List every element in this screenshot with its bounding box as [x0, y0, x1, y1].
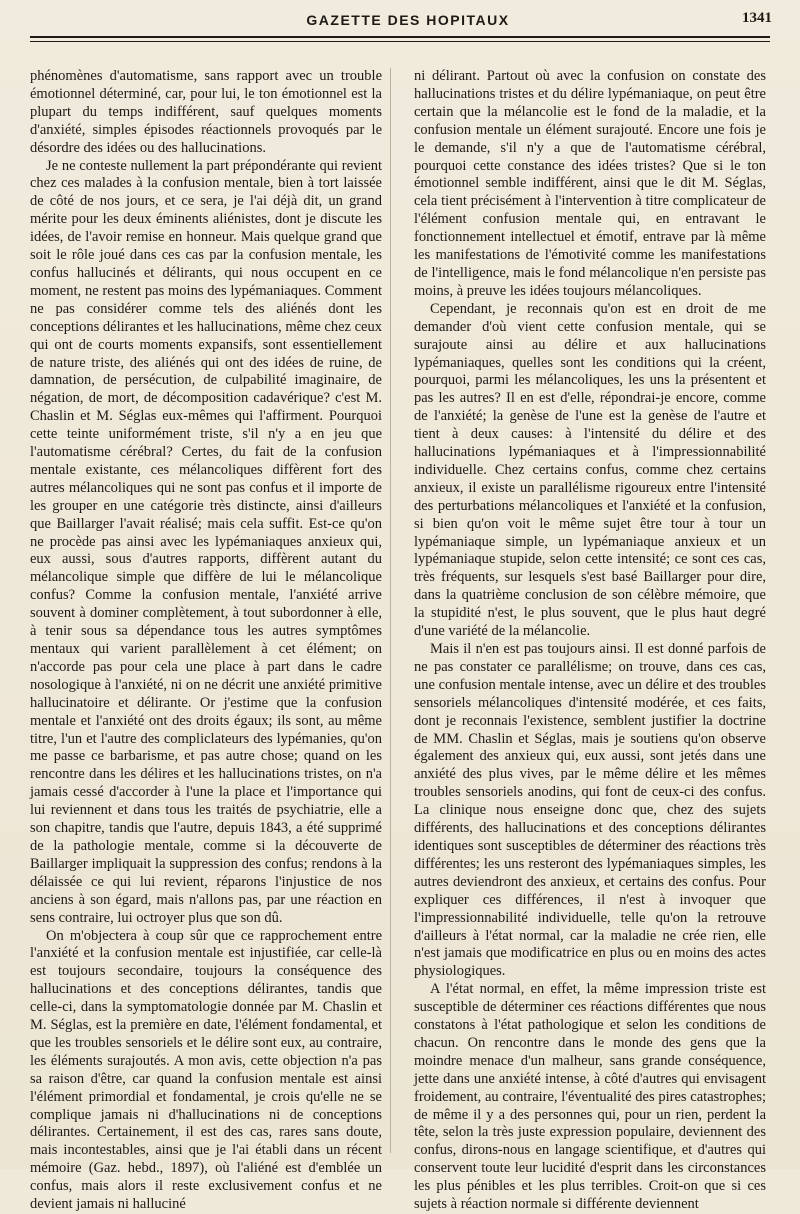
- paragraph: phénomènes d'automatisme, sans rapport avec un trouble émotionnel déterminé, car, pour lui, le ton émotionnel est la plupart du temps indifférent, sauf quelques moments d'anxiété, simples épisodes réactionnels provoqués par le désordre des idées ou des hallucinations.: [30, 68, 382, 158]
- paragraph: A l'état normal, en effet, la même impression triste est susceptible de déterminer ces réactions différentes que nous constatons à l'état pathologique et selon les conditions de chacun. On rencontre dans le monde des gens que la moindre menace d'un malheur, sans grande conséquence, jette dans une anxiété intense, à côté d'autres qui envisagent froidement, au contraire, l'éventualité des pires catastrophes; de même il y a des personnes qui, pour un rien, perdent la tête, selon la très juste expression populaire, deviennent des confus, dirons-nous en langage scientifique, et d'autres qui conservent toute leur lucidité d'esprit dans les circonstances les plus pénibles et les plus terribles. Croit-on que si ces sujets à réaction normale si différente deviennent: [414, 981, 766, 1214]
- paragraph: Mais il n'en est pas toujours ainsi. Il est donné parfois de ne pas constater ce parallélisme; on trouve, dans ces cas, une confusion mentale intense, avec un délire et des troubles sensoriels mélancoliques d'intensité modérée, et ces faits, dont je reconnais l'existence, semblent justifier la doctrine de MM. Chaslin et Séglas, mais je soutiens qu'on observe également des anxieux qui, eux aussi, sont jetés dans une anxiété des plus vives, par le même délire et les mêmes troubles sensoriels anodins, qui font de ceux-ci des confus. La clinique nous enseigne donc que, chez des sujets différents, des hallucinations et des conceptions délirantes identiques sont susceptibles de déterminer des réactions très différentes; les uns resteront des lypémaniaques simples, les autres deviendront des anxieux, et certains des confus. Pour expliquer ces différences, il n'est à invoquer que l'impressionnabilité individuelle, telle qu'on la retrouve d'ailleurs à l'état normal, car la maladie ne crée rien, elle n'est jamais que modificatrice en plus ou en moins des actes physiologiques.: [414, 641, 766, 981]
- column-divider: [390, 68, 391, 1153]
- header-rule-thick: [30, 36, 770, 38]
- page-number: 1341: [742, 10, 772, 27]
- header-rule-thin: [30, 41, 770, 42]
- running-head: GAZETTE DES HOPITAUX: [258, 12, 558, 28]
- paragraph: Cependant, je reconnais qu'on est en droit de me demander d'où vient cette confusion mentale, qui se surajoute ainsi au délire et aux hallucinations lypémaniaques, quelles sont les conditions qui la créent, pourquoi, parmi les mélancoliques, les uns la présentent et pas les autres? Il en est d'elle, répondrai-je encore, comme de l'anxiété; la genèse de l'une est la genèse de l'autre et tient à deux causes: à l'intensité du délire et des hallucinations lypémaniaques et à l'impressionnabilité individuelle. Chez certains confus, comme chez certains anxieux, il existe un parallélisme rigoureux entre l'intensité des perturbations mélancoliques et l'anxiété et la confusion, si bien qu'on voit le même sujet être tour à tour un lypémaniaque simple, un lypémaniaque anxieux et un lypémaniaque stupide, selon cette intensité; ce sont ces cas, très fréquents, sur lesquels s'est basé Baillarger pour dire, dans la quatrième conclusion de son célèbre mémoire, que la stupidité n'est, le plus souvent, que le plus haut degré d'une variété de la mélancolie.: [414, 301, 766, 641]
- right-column: [414, 68, 766, 1158]
- left-column: [30, 68, 382, 1158]
- paragraph: On m'objectera à coup sûr que ce rapprochement entre l'anxiété et la confusion mentale est injustifiée, car celle-là est toujours secondaire, toujours la conséquence des hallucinations et des conceptions délirantes, tandis que celle-ci, dans la symptomatologie donnée par M. Chaslin et M. Séglas, est la première en date, l'élément fondamental, et que les troubles sensoriels et le délire sont eux, au contraire, les éléments surajoutés. A mon avis, cette objection n'a pas sa raison d'être, car quand la confusion mentale est ainsi l'élément primordial et fondamental, je crois qu'elle ne se complique jamais ni d'hallucinations ni de conceptions délirantes. Certainement, il est des cas, rares sans doute, mais incontestables, ainsi que je l'ai établi dans un récent mémoire (Gaz. hebd., 1897), où l'aliéné est d'emblée un confus, mais alors il reste exclusivement confus et ne devient jamais ni halluciné: [30, 928, 382, 1214]
- paragraph: ni délirant. Partout où avec la confusion on constate des hallucinations tristes et du délire lypémaniaque, on peut être certain que la mélancolie est le fond de la maladie, et la confusion mentale un élément surajouté. Encore une fois je le demande, s'il n'y a que de l'automatisme cérébral, pourquoi cette constance des idées tristes? Que si le ton émotionnel semble indifférent, ainsi que le dit M. Séglas, cela tient précisément à l'intervention à titre complicateur de l'élément confusion mentale qui, en entravant le fonctionnement intellectuel et émotif, entrave par là même les manifestations de l'émotivité comme les manifestations de l'intelligence, mais le fond mélancolique n'en persiste pas moins, à preuve les idées toujours mélancoliques.: [414, 68, 766, 301]
- paragraph: Je ne conteste nullement la part prépondérante qui revient chez ces malades à la confusion mentale, bien à tort laissée de côté de nos jours, et ce sera, je l'ai déjà dit, un grand mérite pour les deux éminents aliénistes, dont je discute les idées, de l'avoir remise en honneur. Mais quelque grand que soit le rôle joué dans ces cas par la confusion mentale, les confus hallucinés et délirants, qui nous occupent en ce moment, ne restent pas moins des lypémaniaques. Comment ne pas considérer comme tels des aliénés dont les conceptions délirantes et les hallucinations, même chez ceux qui ont de courts moments expansifs, sont essentiellement de nature triste, des aliénés qui ont des idées de ruine, de damnation, de persécution, de culpabilité imaginaire, de négation, de mort, de décomposition cadavérique? c'est M. Chaslin et M. Séglas eux-mêmes qui l'affirment. Pourquoi cette teinte uniformément triste, s'il n'y a en jeu que l'automatisme cérébral? Certes, du fait de la confusion mentale existante, ces mélancoliques diffèrent fort des autres mélancoliques qui ne sont pas confus et il importe de les grouper en une catégorie très distincte, ainsi d'ailleurs que Baillarger l'avait réalisé; mais cela suffit. Est-ce qu'on ne procède pas ainsi avec les lypémaniaques anxieux qui, eux aussi, sous d'autres rapports, diffèrent autant du mélancolique simple que diffère de lui le mélancolique confus? Comme la confusion mentale, l'anxiété arrive souvent à dominer complètement, à tout subordonner à elle, à tenir sous sa dépendance tous les autres symptômes mentaux qui varient parallèlement à cet élément; on n'accorde pas pour cela une place à part dans le cadre nosologique à l'anxiété, ni on ne décrit une anxiété primitive hallucinatoire et délirante. Or j'estime que la confusion mentale et l'anxiété ont des droits égaux; ils sont, au même titre, l'un et l'autre des compliclateurs des lypémanies, qu'on me passe ce barbarisme, et pas autre chose; quand on les rencontre dans les délires et les hallucinations tristes, on n'a jamais cessé d'accorder à l'une la place et l'importance qui lui reviennent et dans tous les traités de psychiatrie, elle a son chapitre, tandis que l'autre, depuis 1843, a été supprimé de la pathologie mentale, comme si la découverte de Baillarger impliquait la suppression des confus; rendons à la délaissée ce qui lui revient, réparons l'injustice de nos anciens à son égard, mais n'allons pas, par une réaction en sens contraire, lui octroyer plus que son dû.: [30, 158, 382, 928]
